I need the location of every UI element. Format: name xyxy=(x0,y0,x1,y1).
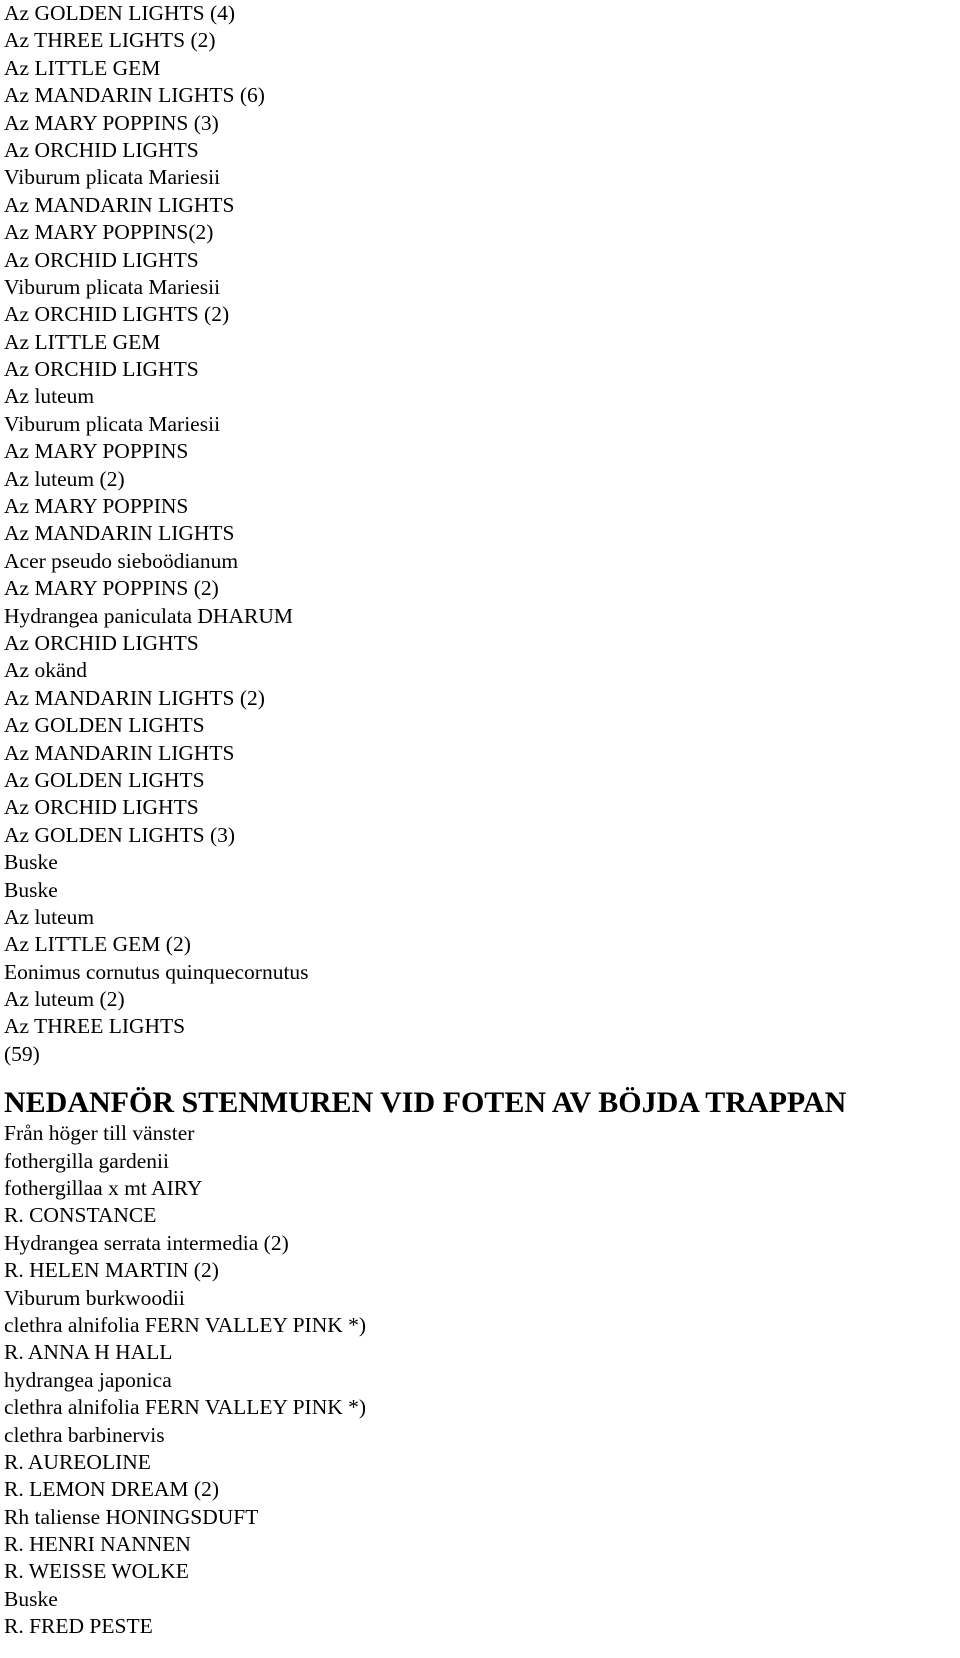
list-item: Eonimus cornutus quinquecornutus xyxy=(4,959,309,984)
list-item: R. WEISSE WOLKE xyxy=(4,1559,189,1584)
list-item: Az ORCHID LIGHTS xyxy=(4,795,199,820)
list-item: Viburum burkwoodii xyxy=(4,1285,185,1310)
list-item: Buske xyxy=(4,850,58,875)
list-item: Hydrangea serrata intermedia (2) xyxy=(4,1230,289,1255)
list-item: Acer pseudo sieboödianum xyxy=(4,548,239,573)
list-item: Az GOLDEN LIGHTS xyxy=(4,767,205,792)
list-item: clethra barbinervis xyxy=(4,1422,165,1447)
list-item: Viburum plicata Mariesii xyxy=(4,411,221,436)
section-subheading: Från höger till vänster xyxy=(4,1121,195,1146)
list-item: Az GOLDEN LIGHTS (3) xyxy=(4,822,236,847)
list-item: fothergilla gardenii xyxy=(4,1148,169,1173)
list-item: Az MANDARIN LIGHTS (2) xyxy=(4,685,265,710)
list-item: Az LITTLE GEM (2) xyxy=(4,932,191,957)
list-item: Az luteum (2) xyxy=(4,987,125,1012)
list-item: R. CONSTANCE xyxy=(4,1203,157,1228)
list-item: fothergillaa x mt AIRY xyxy=(4,1176,203,1201)
list-item: R. ANNA H HALL xyxy=(4,1340,173,1365)
list-item: Az MANDARIN LIGHTS xyxy=(4,740,235,765)
list-item: clethra alnifolia FERN VALLEY PINK *) xyxy=(4,1395,367,1420)
list-item: Az GOLDEN LIGHTS xyxy=(4,713,205,738)
list-item: Az LITTLE GEM xyxy=(4,55,161,80)
list-item: Az THREE LIGHTS xyxy=(4,1014,186,1039)
list-item: hydrangea japonica xyxy=(4,1367,172,1392)
list-item: Az MARY POPPINS xyxy=(4,439,189,464)
list-item: R. HENRI NANNEN xyxy=(4,1532,191,1557)
list-item: Az LITTLE GEM xyxy=(4,329,161,354)
list-item: Az MARY POPPINS (3) xyxy=(4,110,219,135)
list-item: Az ORCHID LIGHTS xyxy=(4,357,199,382)
list-item: Az luteum xyxy=(4,904,95,929)
list-item: Rh taliense HONINGSDUFT xyxy=(4,1504,259,1529)
list-item: Viburum plicata Mariesii xyxy=(4,274,221,299)
list-item: Az MARY POPPINS xyxy=(4,494,189,519)
list-item: Az MANDARIN LIGHTS (6) xyxy=(4,83,265,108)
list-item: Az MANDARIN LIGHTS xyxy=(4,192,235,217)
list-item: R. LEMON DREAM (2) xyxy=(4,1477,219,1502)
list-item: Hydrangea paniculata DHARUM xyxy=(4,603,293,628)
list-item: Viburum plicata Mariesii xyxy=(4,165,221,190)
section-heading: NEDANFÖR STENMUREN VID FOTEN AV BÖJDA TRAPPAN xyxy=(4,1086,847,1120)
list-item: Buske xyxy=(4,877,58,902)
list-item: Az ORCHID LIGHTS (2) xyxy=(4,302,230,327)
list-item: R. FRED PESTE xyxy=(4,1614,153,1639)
list-item: Az MANDARIN LIGHTS xyxy=(4,521,235,546)
list-item: clethra alnifolia FERN VALLEY PINK *) xyxy=(4,1312,367,1337)
list-item: Az ORCHID LIGHTS xyxy=(4,247,199,272)
list-item: Az MARY POPPINS (2) xyxy=(4,576,219,601)
list-item: (59) xyxy=(4,1041,40,1066)
plant-list-section xyxy=(4,1148,954,1641)
list-item: Az okänd xyxy=(4,658,87,683)
list-item: Az ORCHID LIGHTS xyxy=(4,137,199,162)
plant-list-top xyxy=(4,0,954,1068)
list-item: Az GOLDEN LIGHTS (4) xyxy=(4,1,236,25)
list-item: Az THREE LIGHTS (2) xyxy=(4,28,216,53)
list-item: R. AUREOLINE xyxy=(4,1449,151,1474)
list-item: R. HELEN MARTIN (2) xyxy=(4,1258,219,1283)
list-item: Az ORCHID LIGHTS xyxy=(4,630,199,655)
list-item: Az luteum xyxy=(4,384,95,409)
list-item: Az luteum (2) xyxy=(4,466,125,491)
list-item: Az MARY POPPINS(2) xyxy=(4,220,214,245)
document-page xyxy=(4,0,954,1641)
list-item: Buske xyxy=(4,1586,58,1611)
